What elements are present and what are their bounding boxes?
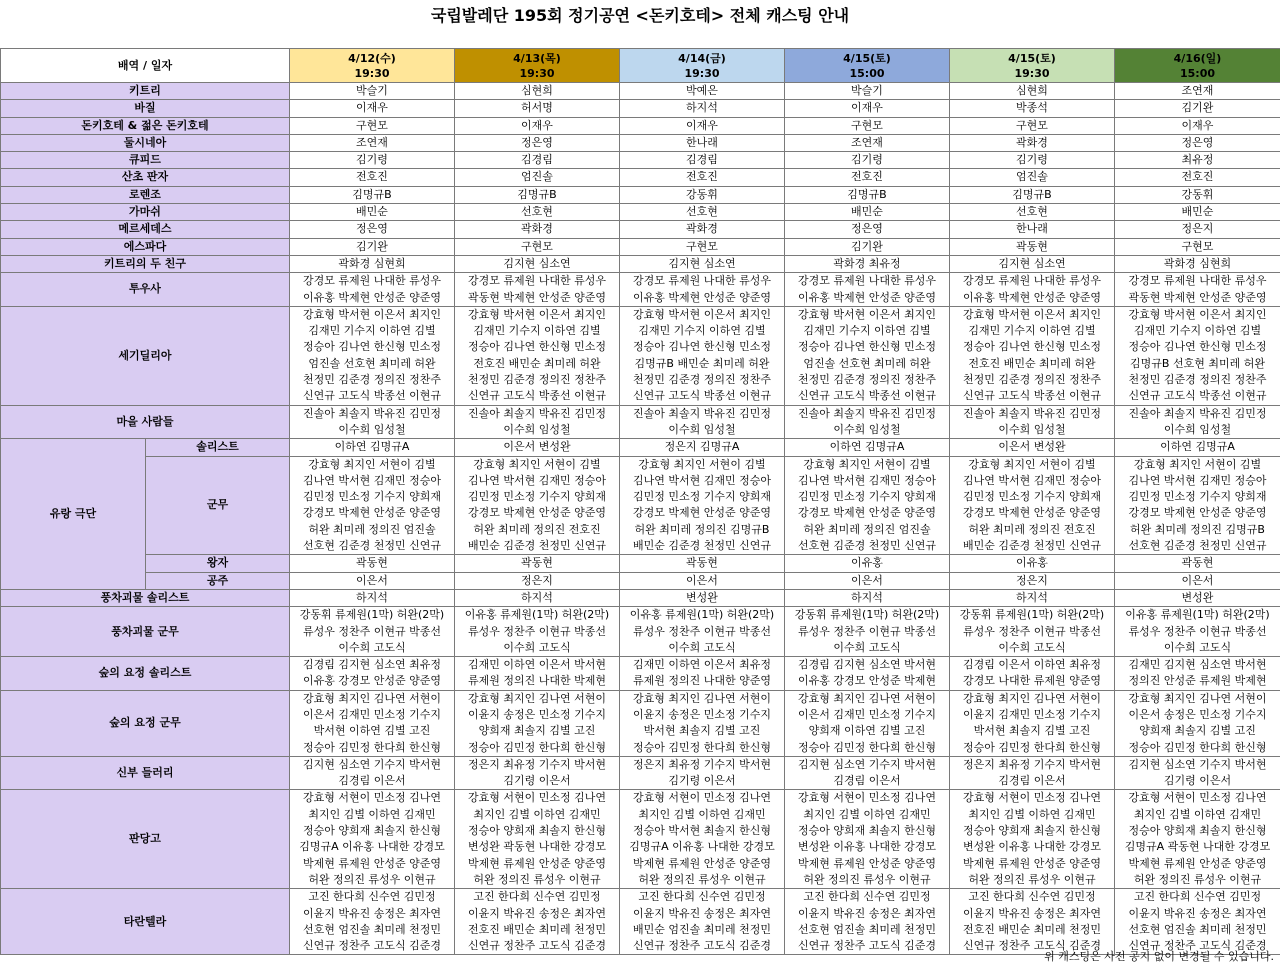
performance-date: 4/12(수) [348, 51, 396, 65]
role-name: 타란텔라 [1, 889, 290, 955]
cast-cell: 곽화경 [620, 221, 785, 238]
cast-cell: 이유홍 [785, 555, 950, 572]
cast-cell: 선호현 [455, 204, 620, 221]
cast-cell: 이재우 [1115, 117, 1280, 134]
cast-cell: 엄진솔 [950, 169, 1115, 186]
table-row [1, 221, 1280, 238]
cast-cell: 정은지 최유정 기수지 박서현 김기령 이은서 [620, 756, 785, 790]
cast-cell: 정은지 최유정 기수지 박서현 김경림 이은서 [950, 756, 1115, 790]
cast-cell: 강효형 최지인 서현이 김별 김나연 박서현 김재민 정승아 김민정 민소정 기수지 양희재 강경모 박제현 안성준 양준영 허완 최미레 정의진 전호진 배민순 김준경 천정민 신연규 [950, 456, 1115, 555]
role-name: 투우사 [1, 273, 290, 307]
cast-cell: 곽동현 [1115, 555, 1280, 572]
cast-cell: 김재민 이하연 이은서 최유정 류제원 정의진 나대한 양준영 [620, 657, 785, 691]
performance-time: 15:00 [849, 66, 885, 80]
table-row [1, 273, 1280, 307]
cast-cell: 강효형 최지인 김나연 서현이 이은서 송정은 민소정 기수지 양희재 최솔지 김별 고진 정승아 김민정 한다희 한신형 [1115, 690, 1280, 756]
role-date-header: 배역 / 일자 [1, 49, 290, 83]
role-name: 숲의 요정 솔리스트 [1, 657, 290, 691]
sub-role-name: 군무 [146, 456, 290, 555]
cast-cell: 강동휘 류제원(1막) 허완(2막) 류성우 정찬주 이현규 박종선 이수희 고도식 [950, 607, 1115, 657]
performance-time: 19:30 [519, 66, 555, 80]
cast-cell: 김기령 [290, 152, 455, 169]
cast-cell: 하지석 [290, 589, 455, 606]
header-row [1, 49, 1280, 83]
cast-cell: 전호진 [785, 169, 950, 186]
performance-date: 4/15(토) [1008, 51, 1056, 65]
cast-cell: 구현모 [620, 238, 785, 255]
date-header [950, 49, 1115, 83]
cast-cell: 김경림 김지현 심소연 최유정 이유홍 강경모 안성준 양준영 [290, 657, 455, 691]
date-header [620, 49, 785, 83]
role-name: 마을 사람들 [1, 405, 290, 439]
cast-cell: 진솔아 최솔지 박유진 김민정 이수희 임성철 [785, 405, 950, 439]
cast-cell: 고진 한다희 신수연 김민정 이윤지 박유진 송정은 최자연 전호진 배민순 최미레 천정민 신연규 정찬주 고도식 김준경 [455, 889, 620, 955]
cast-cell: 곽화경 최유정 [785, 255, 950, 272]
cast-cell: 구현모 [950, 117, 1115, 134]
cast-cell: 고진 한다희 신수연 김민정 이윤지 박유진 송정은 최자연 전호진 배민순 최미레 천정민 신연규 정찬주 고도식 김준경 [950, 889, 1115, 955]
cast-cell: 정은지 최유정 기수지 박서현 김기령 이은서 [455, 756, 620, 790]
cast-cell: 강경모 류제원 나대한 류성우 이유홍 박제현 안성준 양준영 [950, 273, 1115, 307]
cast-cell: 조연재 [290, 134, 455, 151]
cast-cell: 김기완 [785, 238, 950, 255]
table-row [1, 790, 1280, 889]
role-name: 키트리의 두 친구 [1, 255, 290, 272]
role-name: 세기딜리아 [1, 306, 290, 405]
cast-cell: 이하연 김명규A [290, 439, 455, 456]
cast-cell: 김지현 심소연 [620, 255, 785, 272]
cast-cell: 강효형 박서현 이은서 최지인 김재민 기수지 이하연 김별 정승아 김나연 한신형 민소정 엄진솔 선호현 최미레 허완 천정민 김준경 정의진 정찬주 신연규 고도식 박종선 이현규 [785, 306, 950, 405]
cast-cell: 강효형 서현이 민소정 김나연 최지인 김별 이하연 김재민 정승아 박서현 최솔지 한신형 김명규A 이유홍 나대한 강경모 박제현 류제원 안성준 양준영 허완 정의진 류성우 이현규 [620, 790, 785, 889]
cast-cell: 김지현 심소연 기수지 박서현 김경림 이은서 [785, 756, 950, 790]
cast-cell: 허서명 [455, 100, 620, 117]
cast-cell: 진솔아 최솔지 박유진 김민정 이수희 임성철 [290, 405, 455, 439]
cast-cell: 박종석 [950, 100, 1115, 117]
cast-cell: 강효형 최지인 서현이 김별 김나연 박서현 김재민 정승아 김민정 민소정 기수지 양희재 강경모 박제현 안성준 양준영 허완 최미레 정의진 엄진솔 선호현 김준경 천정민 신연규 [290, 456, 455, 555]
cast-cell: 김재민 이하연 이은서 박서현 류제원 정의진 나대한 박제현 [455, 657, 620, 691]
cast-cell: 강효형 서현이 민소정 김나연 최지인 김별 이하연 김재민 정승아 양희재 최솔지 한신형 변성완 이유홍 나대한 강경모 박제현 류제원 안성준 양준영 허완 정의진 류성우 이현규 [785, 790, 950, 889]
cast-cell: 김기령 [950, 152, 1115, 169]
table-row [1, 572, 1280, 589]
cast-cell: 김지현 심소연 [455, 255, 620, 272]
table-row [1, 204, 1280, 221]
table-row [1, 306, 1280, 405]
role-name: 바질 [1, 100, 290, 117]
cast-cell: 고진 한다희 신수연 김민정 이윤지 박유진 송정은 최자연 선호현 엄진솔 최미레 천정민 신연규 정찬주 고도식 김준경 [1115, 889, 1280, 955]
cast-cell: 이유홍 류제원(1막) 허완(2막) 류성우 정찬주 이현규 박종선 이수희 고도식 [455, 607, 620, 657]
group-label: 유랑 극단 [1, 439, 146, 590]
cast-cell: 이재우 [290, 100, 455, 117]
cast-cell: 김재민 김지현 심소연 박서현 정의진 안성준 류제원 박제현 [1115, 657, 1280, 691]
cast-cell: 진솔아 최솔지 박유진 김민정 이수희 임성철 [455, 405, 620, 439]
cast-cell: 구현모 [785, 117, 950, 134]
cast-cell: 고진 한다희 신수연 김민정 이윤지 박유진 송정은 최자연 배민순 엄진솔 최미레 천정민 신연규 정찬주 고도식 김준경 [620, 889, 785, 955]
cast-cell: 이은서 변성완 [950, 439, 1115, 456]
cast-cell: 전호진 [290, 169, 455, 186]
cast-cell: 진솔아 최솔지 박유진 김민정 이수희 임성철 [950, 405, 1115, 439]
cast-cell: 강효형 최지인 김나연 서현이 이윤지 송정은 민소정 기수지 양희재 최솔지 김별 고진 정승아 김민정 한다희 한신형 [455, 690, 620, 756]
cast-cell: 정은지 [1115, 221, 1280, 238]
cast-cell: 김명규B [455, 186, 620, 203]
cast-cell: 이은서 [785, 572, 950, 589]
cast-cell: 강효형 서현이 민소정 김나연 최지인 김별 이하연 김재민 정승아 양희재 최솔지 한신형 김명규A 곽동현 나대한 강경모 박제현 류제원 안성준 양준영 허완 정의진 류성우 이현규 [1115, 790, 1280, 889]
role-name: 가마쉬 [1, 204, 290, 221]
table-row [1, 756, 1280, 790]
role-name: 산초 판자 [1, 169, 290, 186]
table-row [1, 555, 1280, 572]
role-name: 풍차괴물 솔리스트 [1, 589, 290, 606]
cast-cell: 곽동현 [620, 555, 785, 572]
role-name: 숲의 요정 군무 [1, 690, 290, 756]
cast-cell: 이재우 [455, 117, 620, 134]
cast-cell: 김지현 심소연 [950, 255, 1115, 272]
cast-cell: 김경림 김지현 심소연 박서현 이유홍 강경모 안성준 박제현 [785, 657, 950, 691]
page-title: 국립발레단 195회 정기공연 <돈키호테> 전체 캐스팅 안내 [430, 6, 850, 25]
role-name: 로렌조 [1, 186, 290, 203]
cast-cell: 조연재 [785, 134, 950, 151]
cast-cell: 강동휘 류제원(1막) 허완(2막) 류성우 정찬주 이현규 박종선 이수희 고도식 [290, 607, 455, 657]
cast-cell: 강효형 최지인 김나연 서현이 이은서 김재민 민소정 기수지 박서현 이하연 김별 고진 정승아 김민정 한다희 한신형 [290, 690, 455, 756]
cast-cell: 진솔아 최솔지 박유진 김민정 이수희 임성철 [620, 405, 785, 439]
sub-role-name: 왕자 [146, 555, 290, 572]
cast-cell: 고진 한다희 신수연 김민정 이윤지 박유진 송정은 최자연 선호현 엄진솔 최미레 천정민 신연규 정찬주 고도식 김준경 [785, 889, 950, 955]
cast-cell: 김지현 심소연 기수지 박서현 김경림 이은서 [290, 756, 455, 790]
role-name: 둘시네아 [1, 134, 290, 151]
cast-cell: 하지석 [620, 100, 785, 117]
cast-cell: 진솔아 최솔지 박유진 김민정 이수희 임성철 [1115, 405, 1280, 439]
cast-cell: 정은지 [950, 572, 1115, 589]
table-row [1, 255, 1280, 272]
role-name: 돈키호테 & 젊은 돈키호테 [1, 117, 290, 134]
cast-cell: 강효형 최지인 서현이 김별 김나연 박서현 김재민 정승아 김민정 민소정 기수지 양희재 강경모 박제현 안성준 양준영 허완 최미레 정의진 김명규B 배민순 김준경 천정민 신연규 [620, 456, 785, 555]
cast-cell: 정은영 [455, 134, 620, 151]
cast-cell: 곽동현 [455, 555, 620, 572]
cast-cell: 강효형 최지인 서현이 김별 김나연 박서현 김재민 정승아 김민정 민소정 기수지 양희재 강경모 박제현 안성준 양준영 허완 최미레 정의진 전호진 배민순 김준경 천정민 신연규 [455, 456, 620, 555]
table-row [1, 439, 1280, 456]
cast-cell: 김명규B [290, 186, 455, 203]
date-header [785, 49, 950, 83]
table-row [1, 186, 1280, 203]
cast-cell: 정은영 [1115, 134, 1280, 151]
cast-cell: 배민순 [290, 204, 455, 221]
cast-cell: 강효형 서현이 민소정 김나연 최지인 김별 이하연 김재민 정승아 양희재 최솔지 한신형 김명규A 이유홍 나대한 강경모 박제현 류제원 안성준 양준영 허완 정의진 류성우 이현규 [290, 790, 455, 889]
cast-cell: 곽화경 [950, 134, 1115, 151]
cast-cell: 강경모 류제원 나대한 류성우 곽동현 박제현 안성준 양준영 [1115, 273, 1280, 307]
cast-cell: 하지석 [950, 589, 1115, 606]
performance-date: 4/16(일) [1173, 51, 1222, 65]
performance-date: 4/15(토) [843, 51, 891, 65]
cast-cell: 구현모 [290, 117, 455, 134]
cast-cell: 이하연 김명규A [785, 439, 950, 456]
table-row [1, 405, 1280, 439]
cast-cell: 선호현 [950, 204, 1115, 221]
cast-cell: 엄진솔 [455, 169, 620, 186]
cast-cell: 이재우 [620, 117, 785, 134]
cast-cell: 최유정 [1115, 152, 1280, 169]
cast-cell: 김기령 [785, 152, 950, 169]
cast-cell: 정은지 [455, 572, 620, 589]
cast-cell: 이은서 [1115, 572, 1280, 589]
cast-cell: 강동휘 류제원(1막) 허완(2막) 류성우 정찬주 이현규 박종선 이수희 고도식 [785, 607, 950, 657]
cast-cell: 김경림 [620, 152, 785, 169]
cast-cell: 이유홍 류제원(1막) 허완(2막) 류성우 정찬주 이현규 박종선 이수희 고도식 [620, 607, 785, 657]
cast-cell: 이은서 변성완 [455, 439, 620, 456]
cast-cell: 김경림 이은서 이하연 최유정 강경모 나대한 류제원 양준영 [950, 657, 1115, 691]
cast-cell: 이재우 [785, 100, 950, 117]
cast-cell: 정은지 김명규A [620, 439, 785, 456]
cast-cell: 구현모 [455, 238, 620, 255]
role-name: 신부 들러리 [1, 756, 290, 790]
cast-cell: 강경모 류제원 나대한 류성우 이유홍 박제현 안성준 양준영 [620, 273, 785, 307]
sub-role-name: 솔리스트 [146, 439, 290, 456]
role-name: 에스파다 [1, 238, 290, 255]
cast-cell: 강효형 서현이 민소정 김나연 최지인 김별 이하연 김재민 정승아 양희재 최솔지 한신형 변성완 곽동현 나대한 강경모 박제현 류제원 안성준 양준영 허완 정의진 류성우 이현규 [455, 790, 620, 889]
cast-cell: 강동휘 [1115, 186, 1280, 203]
table-row [1, 607, 1280, 657]
cast-cell: 강효형 최지인 김나연 서현이 이은서 김재민 민소정 기수지 양희재 이하연 김별 고진 정승아 김민정 한다희 한신형 [785, 690, 950, 756]
cast-cell: 이유홍 류제원(1막) 허완(2막) 류성우 정찬주 이현규 박종선 이수희 고도식 [1115, 607, 1280, 657]
cast-cell: 선호현 [620, 204, 785, 221]
cast-cell: 곽동현 [290, 555, 455, 572]
date-header [455, 49, 620, 83]
cast-cell: 김지현 심소연 기수지 박서현 김기령 이은서 [1115, 756, 1280, 790]
cast-cell: 김기완 [1115, 100, 1280, 117]
cast-cell: 곽화경 심현희 [290, 255, 455, 272]
cast-cell: 하지석 [785, 589, 950, 606]
table-row [1, 152, 1280, 169]
cast-cell: 강효형 박서현 이은서 최지인 김재민 기수지 이하연 김별 정승아 김나연 한신형 민소정 김명규B 선호현 최미레 허완 천정민 김준경 정의진 정찬주 신연규 고도식 박종선 이현규 [1115, 306, 1280, 405]
performance-time: 19:30 [354, 66, 390, 80]
casting-table [0, 48, 1280, 955]
cast-cell: 구현모 [1115, 238, 1280, 255]
role-name: 판당고 [1, 790, 290, 889]
date-header [290, 49, 455, 83]
table-row [1, 889, 1280, 955]
table-row [1, 169, 1280, 186]
table-row [1, 690, 1280, 756]
performance-time: 19:30 [1014, 66, 1050, 80]
role-name: 큐피드 [1, 152, 290, 169]
role-name: 메르세데스 [1, 221, 290, 238]
table-row [1, 456, 1280, 555]
cast-cell: 김기완 [290, 238, 455, 255]
table-row [1, 134, 1280, 151]
cast-cell: 강효형 최지인 김나연 서현이 이윤지 송정은 민소정 기수지 박서현 최솔지 김별 고진 정승아 김민정 한다희 한신형 [620, 690, 785, 756]
cast-cell: 김명규B [950, 186, 1115, 203]
cast-cell: 한나래 [620, 134, 785, 151]
cast-cell: 배민순 [785, 204, 950, 221]
cast-cell: 강경모 류제원 나대한 류성우 곽동현 박제현 안성준 양준영 [455, 273, 620, 307]
cast-cell: 강효형 최지인 서현이 김별 김나연 박서현 김재민 정승아 김민정 민소정 기수지 양희재 강경모 박제현 안성준 양준영 허완 최미레 정의진 엄진솔 선호현 김준경 천정민 신연규 [785, 456, 950, 555]
cast-cell: 하지석 [455, 589, 620, 606]
cast-cell: 박예은 [620, 83, 785, 100]
cast-cell: 전호진 [1115, 169, 1280, 186]
table-row [1, 83, 1280, 100]
role-name: 키트리 [1, 83, 290, 100]
cast-cell: 강효형 박서현 이은서 최지인 김재민 기수지 이하연 김별 정승아 김나연 한신형 민소정 전호진 배민순 최미레 허완 천정민 김준경 정의진 정찬주 신연규 고도식 박종선 이현규 [455, 306, 620, 405]
cast-cell: 강효형 박서현 이은서 최지인 김재민 기수지 이하연 김별 정승아 김나연 한신형 민소정 엄진솔 선호현 최미레 허완 천정민 김준경 정의진 정찬주 신연규 고도식 박종선 이현규 [290, 306, 455, 405]
cast-cell: 곽화경 [455, 221, 620, 238]
cast-cell: 곽화경 심현희 [1115, 255, 1280, 272]
cast-cell: 강경모 류제원 나대한 류성우 이유홍 박제현 안성준 양준영 [290, 273, 455, 307]
cast-cell: 강효형 박서현 이은서 최지인 김재민 기수지 이하연 김별 정승아 김나연 한신형 민소정 전호진 배민순 최미레 허완 천정민 김준경 정의진 정찬주 신연규 고도식 박종선 이현규 [950, 306, 1115, 405]
cast-cell: 정은영 [290, 221, 455, 238]
cast-cell: 정은영 [785, 221, 950, 238]
cast-cell: 박슬기 [785, 83, 950, 100]
cast-cell: 변성완 [1115, 589, 1280, 606]
cast-cell: 강효형 박서현 이은서 최지인 김재민 기수지 이하연 김별 정승아 김나연 한신형 민소정 김명규B 배민순 최미레 허완 천정민 김준경 정의진 정찬주 신연규 고도식 박종선 이현규 [620, 306, 785, 405]
cast-cell: 강효형 서현이 민소정 김나연 최지인 김별 이하연 김재민 정승아 양희재 최솔지 한신형 변성완 이유홍 나대한 강경모 박제현 류제원 안성준 양준영 허완 정의진 류성우 이현규 [950, 790, 1115, 889]
cast-cell: 곽동현 [950, 238, 1115, 255]
table-row [1, 100, 1280, 117]
cast-cell: 조연재 [1115, 83, 1280, 100]
cast-cell: 이은서 [620, 572, 785, 589]
performance-date: 4/14(금) [678, 51, 726, 65]
cast-cell: 이은서 [290, 572, 455, 589]
cast-cell: 한나래 [950, 221, 1115, 238]
cast-cell: 김명규B [785, 186, 950, 203]
cast-cell: 이유홍 [950, 555, 1115, 572]
cast-cell: 강동휘 [620, 186, 785, 203]
cast-cell: 심현희 [455, 83, 620, 100]
cast-cell: 배민순 [1115, 204, 1280, 221]
table-row [1, 117, 1280, 134]
cast-cell: 박슬기 [290, 83, 455, 100]
cast-cell: 고진 한다희 신수연 김민정 이윤지 박유진 송정은 최자연 선호현 엄진솔 최미레 천정민 신연규 정찬주 고도식 김준경 [290, 889, 455, 955]
cast-cell: 강효형 최지인 김나연 서현이 이윤지 김재민 민소정 기수지 박서현 최솔지 김별 고진 정승아 김민정 한다희 한신형 [950, 690, 1115, 756]
role-name: 풍차괴물 군무 [1, 607, 290, 657]
performance-time: 15:00 [1179, 66, 1215, 80]
cast-cell: 전호진 [620, 169, 785, 186]
cast-cell: 변성완 [620, 589, 785, 606]
sub-role-name: 공주 [146, 572, 290, 589]
date-header [1115, 49, 1280, 83]
cast-cell: 김경림 [455, 152, 620, 169]
cast-cell: 심현희 [950, 83, 1115, 100]
cast-cell: 강효형 최지인 서현이 김별 김나연 박서현 김재민 정승아 김민정 민소정 기수지 양희재 강경모 박제현 안성준 양준영 허완 최미레 정의진 김명규B 선호현 김준경 천정민 신연규 [1115, 456, 1280, 555]
performance-time: 19:30 [684, 66, 720, 80]
table-row [1, 657, 1280, 691]
performance-date: 4/13(목) [513, 51, 561, 65]
footnote: 위 캐스팅은 사전 공지 없이 변경될 수 있습니다. [1044, 950, 1274, 963]
cast-cell: 강경모 류제원 나대한 류성우 이유홍 박제현 안성준 양준영 [785, 273, 950, 307]
cast-cell: 이하연 김명규A [1115, 439, 1280, 456]
table-row [1, 589, 1280, 606]
table-row [1, 238, 1280, 255]
